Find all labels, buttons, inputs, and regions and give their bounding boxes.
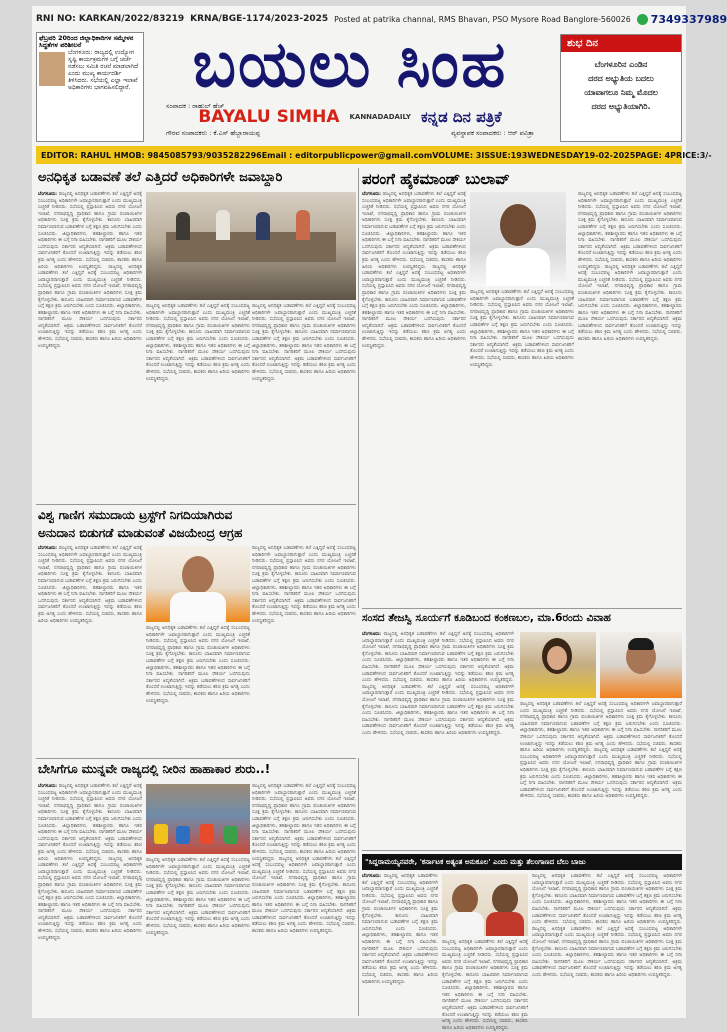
article-body: ಬೆಂಗಳೂರು: ರಾಜ್ಯದಲ್ಲಿ ಅನಧಿಕೃತ ಬಡಾವಣೆಗಳು ತಲೆ ಎತ್ತಿದ್ದರೆ ಅದಕ್ಕೆ ಸಂಬಂಧಪಟ್ಟ ಅಧಿಕಾರಿಗಳೇ ಜವಾಬ್ದಾರರಾಗುತ್ತಾರೆ ಎಂದು ಮುಖ್ಯಮಂತ್ರಿ ಎಚ್ಚರಿಕೆ ನೀಡಿದರು. ಸಭೆಯಲ್ಲಿ ಪ್ರಸ್ತಾಪಿಸಿದ ಅವರು ನಗರ ಯೋಜನೆ ಇಲಾಖೆ, ನಗರಾಭಿವೃದ್ಧಿ ಪ್ರಾಧಿಕಾರ ಹಾಗೂ ಗ್ರಾಮ ಪಂಚಾಯಿತಿಗಳ ಅಧಿಕಾರಿಗಳು ಸೂಕ್ತ ಕ್ರಮ ಕೈಗೊಳ್ಳಬೇಕು. ಕಾನೂನು ಬಾಹಿರವಾಗಿ ನಿರ್ಮಾಣವಾಗುವ ಬಡಾವಣೆಗಳ ಬಗ್ಗೆ ತಕ್ಷಣ ಕ್ರಮ ಜರುಗಿಸಬೇಕು ಎಂದು ಸೂಚಿಸಿದರು. ಜಿಲ್ಲಾಧಿಕಾರಿಗಳು, ತಹಶೀಲ್ದಾರರು ಹಾಗೂ ಇತರ ಅಧಿಕಾರಿಗಳು ಈ ಬಗ್ಗೆ ನಿಗಾ ವಹಿಸಬೇಕು. ನಾಗರಿಕರಿಗೆ ಮೂಲ ಸೌಕರ್ಯ ಒದಗಿಸುವುದು ಸರ್ಕಾರದ ಆದ್ಯತೆಯಾಗಿದೆ. ಅಕ್ರಮ ಬಡಾವಣೆಗಳಿಂದ ಸಾರ್ವಜನಿಕರಿಗೆ ತೊಂದರೆ ಉಂಟಾಗುತ್ತಿದ್ದು ಇದನ್ನು ತಡೆಯಲು ಕಠಿಣ ಕ್ರಮ ಅಗತ್ಯ ಎಂದು ಹೇಳಿದರು. ಸಭೆಯಲ್ಲಿ ಸಚಿವರು, ಶಾಸಕರು ಹಾಗೂ ಹಿರಿಯ ಅಧಿಕಾರಿಗಳು ಉಪಸ್ಥಿತರಿದ್ದರು. ರಾಜ್ಯದಲ್ಲಿ ಅನಧಿಕೃತ ಬಡಾವಣೆಗಳು ತಲೆ ಎತ್ತಿದ್ದರೆ ಅದಕ್ಕೆ ಸಂಬಂಧಪಟ್ಟ ಅಧಿಕಾರಿಗಳೇ ಜವಾಬ್ದಾರರಾಗುತ್ತಾರೆ ಎಂದು ಮುಖ್ಯಮಂತ್ರಿ ಎಚ್ಚರಿಕೆ ನೀಡಿದರು. ಸಭೆಯಲ್ಲಿ ಪ್ರಸ್ತಾಪಿಸಿದ ಅವರು ನಗರ ಯೋಜನೆ ಇಲಾಖೆ, ನಗರಾಭಿವೃದ್ಧಿ ಪ್ರಾಧಿಕಾರ ಹಾಗೂ ಗ್ರಾಮ ಪಂಚಾಯಿತಿಗಳ ಅಧಿಕಾರಿಗಳು ಸೂಕ್ತ ಕ್ರಮ ಕೈಗೊಳ್ಳಬೇಕು. ಕಾನೂನು ಬಾಹಿರವಾಗಿ ನಿರ್ಮಾಣವಾಗುವ ಬಡಾವಣೆಗಳ ಬಗ್ಗೆ ತಕ್ಷಣ ಕ್ರಮ ಜರುಗಿಸಬೇಕು ಎಂದು ಸೂಚಿಸಿದರು. ಜಿಲ್ಲಾಧಿಕಾರಿಗಳು, ತಹಶೀಲ್ದಾರರು ಹಾಗೂ ಇತರ ಅಧಿಕಾರಿಗಳು ಈ ಬಗ್ಗೆ ನಿಗಾ ವಹಿಸಬೇಕು. ನಾಗರಿಕರಿಗೆ ಮೂಲ ಸೌಕರ್ಯ ಒದಗಿಸುವುದು ಸರ್ಕಾರದ ಆದ್ಯತೆಯಾಗಿದೆ. ಅಕ್ರಮ ಬಡಾವಣೆಗಳಿಂದ ಸಾರ್ವಜನಿಕರಿಗೆ ತೊಂದರೆ ಉಂಟಾಗುತ್ತಿದ್ದು ಇದನ್ನು ತಡೆಯಲು ಕಠಿಣ ಕ್ರಮ ಅಗತ್ಯ ಎಂದು ಹೇಳಿದರು. ಸಭೆಯಲ್ಲಿ ಸಚಿವರು, ಶಾಸಕರು ಹಾಗೂ ಹಿರಿಯ ಅಧಿಕಾರಿಗಳು ಉಪಸ್ಥಿತರಿದ್ದರು.: [362, 632, 514, 736]
article-body: ರಾಜ್ಯದಲ್ಲಿ ಅನಧಿಕೃತ ಬಡಾವಣೆಗಳು ತಲೆ ಎತ್ತಿದ್ದರೆ ಅದಕ್ಕೆ ಸಂಬಂಧಪಟ್ಟ ಅಧಿಕಾರಿಗಳೇ ಜವಾಬ್ದಾರರಾಗುತ್ತಾರೆ ಎಂದು ಮುಖ್ಯಮಂತ್ರಿ ಎಚ್ಚರಿಕೆ ನೀಡಿದರು. ಸಭೆಯಲ್ಲಿ ಪ್ರಸ್ತಾಪಿಸಿದ ಅವರು ನಗರ ಯೋಜನೆ ಇಲಾಖೆ, ನಗರಾಭಿವೃದ್ಧಿ ಪ್ರಾಧಿಕಾರ ಹಾಗೂ ಗ್ರಾಮ ಪಂಚಾಯಿತಿಗಳ ಅಧಿಕಾರಿಗಳು ಸೂಕ್ತ ಕ್ರಮ ಕೈಗೊಳ್ಳಬೇಕು. ಕಾನೂನು ಬಾಹಿರವಾಗಿ ನಿರ್ಮಾಣವಾಗುವ ಬಡಾವಣೆಗಳ ಬಗ್ಗೆ ತಕ್ಷಣ ಕ್ರಮ ಜರುಗಿಸಬೇಕು ಎಂದು ಸೂಚಿಸಿದರು. ಜಿಲ್ಲಾಧಿಕಾರಿಗಳು, ತಹಶೀಲ್ದಾರರು ಹಾಗೂ ಇತರ ಅಧಿಕಾರಿಗಳು ಈ ಬಗ್ಗೆ ನಿಗಾ ವಹಿಸಬೇಕು. ನಾಗರಿಕರಿಗೆ ಮೂಲ ಸೌಕರ್ಯ ಒದಗಿಸುವುದು ಸರ್ಕಾರದ ಆದ್ಯತೆಯಾಗಿದೆ. ಅಕ್ರಮ ಬಡಾವಣೆಗಳಿಂದ ಸಾರ್ವಜನಿಕರಿಗೆ ತೊಂದರೆ ಉಂಟಾಗುತ್ತಿದ್ದು ಇದನ್ನು ತಡೆಯಲು ಕಠಿಣ ಕ್ರಮ ಅಗತ್ಯ ಎಂದು ಹೇಳಿದರು. ಸಭೆಯಲ್ಲಿ ಸಚಿವರು, ಶಾಸಕರು ಹಾಗೂ ಹಿರಿಯ ಅಧಿಕಾರಿಗಳು ಉಪಸ್ಥಿತರಿದ್ದರು.: [146, 626, 250, 704]
article-body: ಬೆಂಗಳೂರು: ರಾಜ್ಯದಲ್ಲಿ ಅನಧಿಕೃತ ಬಡಾವಣೆಗಳು ತಲೆ ಎತ್ತಿದ್ದರೆ ಅದಕ್ಕೆ ಸಂಬಂಧಪಟ್ಟ ಅಧಿಕಾರಿಗಳೇ ಜವಾಬ್ದಾರರಾಗುತ್ತಾರೆ ಎಂದು ಮುಖ್ಯಮಂತ್ರಿ ಎಚ್ಚರಿಕೆ ನೀಡಿದರು. ಸಭೆಯಲ್ಲಿ ಪ್ರಸ್ತಾಪಿಸಿದ ಅವರು ನಗರ ಯೋಜನೆ ಇಲಾಖೆ, ನಗರಾಭಿವೃದ್ಧಿ ಪ್ರಾಧಿಕಾರ ಹಾಗೂ ಗ್ರಾಮ ಪಂಚಾಯಿತಿಗಳ ಅಧಿಕಾರಿಗಳು ಸೂಕ್ತ ಕ್ರಮ ಕೈಗೊಳ್ಳಬೇಕು. ಕಾನೂನು ಬಾಹಿರವಾಗಿ ನಿರ್ಮಾಣವಾಗುವ ಬಡಾವಣೆಗಳ ಬಗ್ಗೆ ತಕ್ಷಣ ಕ್ರಮ ಜರುಗಿಸಬೇಕು ಎಂದು ಸೂಚಿಸಿದರು. ಜಿಲ್ಲಾಧಿಕಾರಿಗಳು, ತಹಶೀಲ್ದಾರರು ಹಾಗೂ ಇತರ ಅಧಿಕಾರಿಗಳು ಈ ಬಗ್ಗೆ ನಿಗಾ ವಹಿಸಬೇಕು. ನಾಗರಿಕರಿಗೆ ಮೂಲ ಸೌಕರ್ಯ ಒದಗಿಸುವುದು ಸರ್ಕಾರದ ಆದ್ಯತೆಯಾಗಿದೆ. ಅಕ್ರಮ ಬಡಾವಣೆಗಳಿಂದ ಸಾರ್ವಜನಿಕರಿಗೆ ತೊಂದರೆ ಉಂಟಾಗುತ್ತಿದ್ದು ಇದನ್ನು ತಡೆಯಲು ಕಠಿಣ ಕ್ರಮ ಅಗತ್ಯ ಎಂದು ಹೇಳಿದರು. ಸಭೆಯಲ್ಲಿ ಸಚಿವರು, ಶಾಸಕರು ಹಾಗೂ ಹಿರಿಯ ಅಧಿಕಾರಿಗಳು ಉಪಸ್ಥಿತರಿದ್ದರು.: [362, 874, 438, 985]
whatsapp-icon: [637, 14, 648, 25]
article-body: ರಾಜ್ಯದಲ್ಲಿ ಅನಧಿಕೃತ ಬಡಾವಣೆಗಳು ತಲೆ ಎತ್ತಿದ್ದರೆ ಅದಕ್ಕೆ ಸಂಬಂಧಪಟ್ಟ ಅಧಿಕಾರಿಗಳೇ ಜವಾಬ್ದಾರರಾಗುತ್ತಾರೆ ಎಂದು ಮುಖ್ಯಮಂತ್ರಿ ಎಚ್ಚರಿಕೆ ನೀಡಿದರು. ಸಭೆಯಲ್ಲಿ ಪ್ರಸ್ತಾಪಿಸಿದ ಅವರು ನಗರ ಯೋಜನೆ ಇಲಾಖೆ, ನಗರಾಭಿವೃದ್ಧಿ ಪ್ರಾಧಿಕಾರ ಹಾಗೂ ಗ್ರಾಮ ಪಂಚಾಯಿತಿಗಳ ಅಧಿಕಾರಿಗಳು ಸೂಕ್ತ ಕ್ರಮ ಕೈಗೊಳ್ಳಬೇಕು. ಕಾನೂನು ಬಾಹಿರವಾಗಿ ನಿರ್ಮಾಣವಾಗುವ ಬಡಾವಣೆಗಳ ಬಗ್ಗೆ ತಕ್ಷಣ ಕ್ರಮ ಜರುಗಿಸಬೇಕು ಎಂದು ಸೂಚಿಸಿದರು. ಜಿಲ್ಲಾಧಿಕಾರಿಗಳು, ತಹಶೀಲ್ದಾರರು ಹಾಗೂ ಇತರ ಅಧಿಕಾರಿಗಳು ಈ ಬಗ್ಗೆ ನಿಗಾ ವಹಿಸಬೇಕು. ನಾಗರಿಕರಿಗೆ ಮೂಲ ಸೌಕರ್ಯ ಒದಗಿಸುವುದು ಸರ್ಕಾರದ ಆದ್ಯತೆಯಾಗಿದೆ. ಅಕ್ರಮ ಬಡಾವಣೆಗಳಿಂದ ಸಾರ್ವಜನಿಕರಿಗೆ ತೊಂದರೆ ಉಂಟಾಗುತ್ತಿದ್ದು ಇದನ್ನು ತಡೆಯಲು ಕಠಿಣ ಕ್ರಮ ಅಗತ್ಯ ಎಂದು ಹೇಳಿದರು. ಸಭೆಯಲ್ಲಿ ಸಚಿವರು, ಶಾಸಕರು ಹಾಗೂ ಹಿರಿಯ ಅಧಿಕಾರಿಗಳು ಉಪಸ್ಥಿತರಿದ್ದರು. ರಾಜ್ಯದಲ್ಲಿ ಅನಧಿಕೃತ ಬಡಾವಣೆಗಳು ತಲೆ ಎತ್ತಿದ್ದರೆ ಅದಕ್ಕೆ ಸಂಬಂಧಪಟ್ಟ ಅಧಿಕಾರಿಗಳೇ ಜವಾಬ್ದಾರರಾಗುತ್ತಾರೆ ಎಂದು ಮುಖ್ಯಮಂತ್ರಿ ಎಚ್ಚರಿಕೆ ನೀಡಿದರು. ಸಭೆಯಲ್ಲಿ ಪ್ರಸ್ತಾಪಿಸಿದ ಅವರು ನಗರ ಯೋಜನೆ ಇಲಾಖೆ, ನಗರಾಭಿವೃದ್ಧಿ ಪ್ರಾಧಿಕಾರ ಹಾಗೂ ಗ್ರಾಮ ಪಂಚಾಯಿತಿಗಳ ಅಧಿಕಾರಿಗಳು ಸೂಕ್ತ ಕ್ರಮ ಕೈಗೊಳ್ಳಬೇಕು. ಕಾನೂನು ಬಾಹಿರವಾಗಿ ನಿರ್ಮಾಣವಾಗುವ ಬಡಾವಣೆಗಳ ಬಗ್ಗೆ ತಕ್ಷಣ ಕ್ರಮ ಜರುಗಿಸಬೇಕು ಎಂದು ಸೂಚಿಸಿದರು. ಜಿಲ್ಲಾಧಿಕಾರಿಗಳು, ತಹಶೀಲ್ದಾರರು ಹಾಗೂ ಇತರ ಅಧಿಕಾರಿಗಳು ಈ ಬಗ್ಗೆ ನಿಗಾ ವಹಿಸಬೇಕು. ನಾಗರಿಕರಿಗೆ ಮೂಲ ಸೌಕರ್ಯ ಒದಗಿಸುವುದು ಸರ್ಕಾರದ ಆದ್ಯತೆಯಾಗಿದೆ. ಅಕ್ರಮ ಬಡಾವಣೆಗಳಿಂದ ಸಾರ್ವಜನಿಕರಿಗೆ ತೊಂದರೆ ಉಂಟಾಗುತ್ತಿದ್ದು ಇದನ್ನು ತಡೆಯಲು ಕಠಿಣ ಕ್ರಮ ಅಗತ್ಯ ಎಂದು ಹೇಳಿದರು. ಸಭೆಯಲ್ಲಿ ಸಚಿವರು, ಶಾಸಕರು ಹಾಗೂ ಹಿರಿಯ ಅಧಿಕಾರಿಗಳು ಉಪಸ್ಥಿತರಿದ್ದರು.: [252, 784, 356, 935]
article-body: ರಾಜ್ಯದಲ್ಲಿ ಅನಧಿಕೃತ ಬಡಾವಣೆಗಳು ತಲೆ ಎತ್ತಿದ್ದರೆ ಅದಕ್ಕೆ ಸಂಬಂಧಪಟ್ಟ ಅಧಿಕಾರಿಗಳೇ ಜವಾಬ್ದಾರರಾಗುತ್ತಾರೆ ಎಂದು ಮುಖ್ಯಮಂತ್ರಿ ಎಚ್ಚರಿಕೆ ನೀಡಿದರು. ಸಭೆಯಲ್ಲಿ ಪ್ರಸ್ತಾಪಿಸಿದ ಅವರು ನಗರ ಯೋಜನೆ ಇಲಾಖೆ, ನಗರಾಭಿವೃದ್ಧಿ ಪ್ರಾಧಿಕಾರ ಹಾಗೂ ಗ್ರಾಮ ಪಂಚಾಯಿತಿಗಳ ಅಧಿಕಾರಿಗಳು ಸೂಕ್ತ ಕ್ರಮ ಕೈಗೊಳ್ಳಬೇಕು. ಕಾನೂನು ಬಾಹಿರವಾಗಿ ನಿರ್ಮಾಣವಾಗುವ ಬಡಾವಣೆಗಳ ಬಗ್ಗೆ ತಕ್ಷಣ ಕ್ರಮ ಜರುಗಿಸಬೇಕು ಎಂದು ಸೂಚಿಸಿದರು. ಜಿಲ್ಲಾಧಿಕಾರಿಗಳು, ತಹಶೀಲ್ದಾರರು ಹಾಗೂ ಇತರ ಅಧಿಕಾರಿಗಳು ಈ ಬಗ್ಗೆ ನಿಗಾ ವಹಿಸಬೇಕು. ನಾಗರಿಕರಿಗೆ ಮೂಲ ಸೌಕರ್ಯ ಒದಗಿಸುವುದು ಸರ್ಕಾರದ ಆದ್ಯತೆಯಾಗಿದೆ. ಅಕ್ರಮ ಬಡಾವಣೆಗಳಿಂದ ಸಾರ್ವಜನಿಕರಿಗೆ ತೊಂದರೆ ಉಂಟಾಗುತ್ತಿದ್ದು ಇದನ್ನು ತಡೆಯಲು ಕಠಿಣ ಕ್ರಮ ಅಗತ್ಯ ಎಂದು ಹೇಳಿದರು. ಸಭೆಯಲ್ಲಿ ಸಚಿವರು, ಶಾಸಕರು ಹಾಗೂ ಹಿರಿಯ ಅಧಿಕಾರಿಗಳು ಉಪಸ್ಥಿತರಿದ್ದರು.: [470, 290, 574, 368]
article-body: ರಾಜ್ಯದಲ್ಲಿ ಅನಧಿಕೃತ ಬಡಾವಣೆಗಳು ತಲೆ ಎತ್ತಿದ್ದರೆ ಅದಕ್ಕೆ ಸಂಬಂಧಪಟ್ಟ ಅಧಿಕಾರಿಗಳೇ ಜವಾಬ್ದಾರರಾಗುತ್ತಾರೆ ಎಂದು ಮುಖ್ಯಮಂತ್ರಿ ಎಚ್ಚರಿಕೆ ನೀಡಿದರು. ಸಭೆಯಲ್ಲಿ ಪ್ರಸ್ತಾಪಿಸಿದ ಅವರು ನಗರ ಯೋಜನೆ ಇಲಾಖೆ, ನಗರಾಭಿವೃದ್ಧಿ ಪ್ರಾಧಿಕಾರ ಹಾಗೂ ಗ್ರಾಮ ಪಂಚಾಯಿತಿಗಳ ಅಧಿಕಾರಿಗಳು ಸೂಕ್ತ ಕ್ರಮ ಕೈಗೊಳ್ಳಬೇಕು. ಕಾನೂನು ಬಾಹಿರವಾಗಿ ನಿರ್ಮಾಣವಾಗುವ ಬಡಾವಣೆಗಳ ಬಗ್ಗೆ ತಕ್ಷಣ ಕ್ರಮ ಜರುಗಿಸಬೇಕು ಎಂದು ಸೂಚಿಸಿದರು. ಜಿಲ್ಲಾಧಿಕಾರಿಗಳು, ತಹಶೀಲ್ದಾರರು ಹಾಗೂ ಇತರ ಅಧಿಕಾರಿಗಳು ಈ ಬಗ್ಗೆ ನಿಗಾ ವಹಿಸಬೇಕು. ನಾಗರಿಕರಿಗೆ ಮೂಲ ಸೌಕರ್ಯ ಒದಗಿಸುವುದು ಸರ್ಕಾರದ ಆದ್ಯತೆಯಾಗಿದೆ. ಅಕ್ರಮ ಬಡಾವಣೆಗಳಿಂದ ಸಾರ್ವಜನಿಕರಿಗೆ ತೊಂದರೆ ಉಂಟಾಗುತ್ತಿದ್ದು ಇದನ್ನು ತಡೆಯಲು ಕಠಿಣ ಕ್ರಮ ಅಗತ್ಯ ಎಂದು ಹೇಳಿದರು. ಸಭೆಯಲ್ಲಿ ಸಚಿವರು, ಶಾಸಕರು ಹಾಗೂ ಹಿರಿಯ ಅಧಿಕಾರಿಗಳು ಉಪಸ್ಥಿತರಿದ್ದರು.: [146, 304, 250, 382]
info-page: PAGE: 4: [635, 150, 671, 160]
article-body: ರಾಜ್ಯದಲ್ಲಿ ಅನಧಿಕೃತ ಬಡಾವಣೆಗಳು ತಲೆ ಎತ್ತಿದ್ದರೆ ಅದಕ್ಕೆ ಸಂಬಂಧಪಟ್ಟ ಅಧಿಕಾರಿಗಳೇ ಜವಾಬ್ದಾರರಾಗುತ್ತಾರೆ ಎಂದು ಮುಖ್ಯಮಂತ್ರಿ ಎಚ್ಚರಿಕೆ ನೀಡಿದರು. ಸಭೆಯಲ್ಲಿ ಪ್ರಸ್ತಾಪಿಸಿದ ಅವರು ನಗರ ಯೋಜನೆ ಇಲಾಖೆ, ನಗರಾಭಿವೃದ್ಧಿ ಪ್ರಾಧಿಕಾರ ಹಾಗೂ ಗ್ರಾಮ ಪಂಚಾಯಿತಿಗಳ ಅಧಿಕಾರಿಗಳು ಸೂಕ್ತ ಕ್ರಮ ಕೈಗೊಳ್ಳಬೇಕು. ಕಾನೂನು ಬಾಹಿರವಾಗಿ ನಿರ್ಮಾಣವಾಗುವ ಬಡಾವಣೆಗಳ ಬಗ್ಗೆ ತಕ್ಷಣ ಕ್ರಮ ಜರುಗಿಸಬೇಕು ಎಂದು ಸೂಚಿಸಿದರು. ಜಿಲ್ಲಾಧಿಕಾರಿಗಳು, ತಹಶೀಲ್ದಾರರು ಹಾಗೂ ಇತರ ಅಧಿಕಾರಿಗಳು ಈ ಬಗ್ಗೆ ನಿಗಾ ವಹಿಸಬೇಕು. ನಾಗರಿಕರಿಗೆ ಮೂಲ ಸೌಕರ್ಯ ಒದಗಿಸುವುದು ಸರ್ಕಾರದ ಆದ್ಯತೆಯಾಗಿದೆ. ಅಕ್ರಮ ಬಡಾವಣೆಗಳಿಂದ ಸಾರ್ವಜನಿಕರಿಗೆ ತೊಂದರೆ ಉಂಟಾಗುತ್ತಿದ್ದು ಇದನ್ನು ತಡೆಯಲು ಕಠಿಣ ಕ್ರಮ ಅಗತ್ಯ ಎಂದು ಹೇಳಿದರು. ಸಭೆಯಲ್ಲಿ ಸಚಿವರು, ಶಾಸಕರು ಹಾಗೂ ಹಿರಿಯ ಅಧಿಕಾರಿಗಳು ಉಪಸ್ಥಿತರಿದ್ದರು. ರಾಜ್ಯದಲ್ಲಿ ಅನಧಿಕೃತ ಬಡಾವಣೆಗಳು ತಲೆ ಎತ್ತಿದ್ದರೆ ಅದಕ್ಕೆ ಸಂಬಂಧಪಟ್ಟ ಅಧಿಕಾರಿಗಳೇ ಜವಾಬ್ದಾರರಾಗುತ್ತಾರೆ ಎಂದು ಮುಖ್ಯಮಂತ್ರಿ ಎಚ್ಚರಿಕೆ ನೀಡಿದರು. ಸಭೆಯಲ್ಲಿ ಪ್ರಸ್ತಾಪಿಸಿದ ಅವರು ನಗರ ಯೋಜನೆ ಇಲಾಖೆ, ನಗರಾಭಿವೃದ್ಧಿ ಪ್ರಾಧಿಕಾರ ಹಾಗೂ ಗ್ರಾಮ ಪಂಚಾಯಿತಿಗಳ ಅಧಿಕಾರಿಗಳು ಸೂಕ್ತ ಕ್ರಮ ಕೈಗೊಳ್ಳಬೇಕು. ಕಾನೂನು ಬಾಹಿರವಾಗಿ ನಿರ್ಮಾಣವಾಗುವ ಬಡಾವಣೆಗಳ ಬಗ್ಗೆ ತಕ್ಷಣ ಕ್ರಮ ಜರುಗಿಸಬೇಕು ಎಂದು ಸೂಚಿಸಿದರು. ಜಿಲ್ಲಾಧಿಕಾರಿಗಳು, ತಹಶೀಲ್ದಾರರು ಹಾಗೂ ಇತರ ಅಧಿಕಾರಿಗಳು ಈ ಬಗ್ಗೆ ನಿಗಾ ವಹಿಸಬೇಕು. ನಾಗರಿಕರಿಗೆ ಮೂಲ ಸೌಕರ್ಯ ಒದಗಿಸುವುದು ಸರ್ಕಾರದ ಆದ್ಯತೆಯಾಗಿದೆ. ಅಕ್ರಮ ಬಡಾವಣೆಗಳಿಂದ ಸಾರ್ವಜನಿಕರಿಗೆ ತೊಂದರೆ ಉಂಟಾಗುತ್ತಿದ್ದು ಇದನ್ನು ತಡೆಯಲು ಕಠಿಣ ಕ್ರಮ ಅಗತ್ಯ ಎಂದು ಹೇಳಿದರು. ಸಭೆಯಲ್ಲಿ ಸಚಿವರು, ಶಾಸಕರು ಹಾಗೂ ಹಿರಿಯ ಅಧಿಕಾರಿಗಳು ಉಪಸ್ಥಿತರಿದ್ದರು.: [520, 702, 683, 800]
paper-name-english: BAYALU SIMHA: [198, 107, 340, 127]
article-body: ರಾಜ್ಯದಲ್ಲಿ ಅನಧಿಕೃತ ಬಡಾವಣೆಗಳು ತಲೆ ಎತ್ತಿದ್ದರೆ ಅದಕ್ಕೆ ಸಂಬಂಧಪಟ್ಟ ಅಧಿಕಾರಿಗಳೇ ಜವಾಬ್ದಾರರಾಗುತ್ತಾರೆ ಎಂದು ಮುಖ್ಯಮಂತ್ರಿ ಎಚ್ಚರಿಕೆ ನೀಡಿದರು. ಸಭೆಯಲ್ಲಿ ಪ್ರಸ್ತಾಪಿಸಿದ ಅವರು ನಗರ ಯೋಜನೆ ಇಲಾಖೆ, ನಗರಾಭಿವೃದ್ಧಿ ಪ್ರಾಧಿಕಾರ ಹಾಗೂ ಗ್ರಾಮ ಪಂಚಾಯಿತಿಗಳ ಅಧಿಕಾರಿಗಳು ಸೂಕ್ತ ಕ್ರಮ ಕೈಗೊಳ್ಳಬೇಕು. ಕಾನೂನು ಬಾಹಿರವಾಗಿ ನಿರ್ಮಾಣವಾಗುವ ಬಡಾವಣೆಗಳ ಬಗ್ಗೆ ತಕ್ಷಣ ಕ್ರಮ ಜರುಗಿಸಬೇಕು ಎಂದು ಸೂಚಿಸಿದರು. ಜಿಲ್ಲಾಧಿಕಾರಿಗಳು, ತಹಶೀಲ್ದಾರರು ಹಾಗೂ ಇತರ ಅಧಿಕಾರಿಗಳು ಈ ಬಗ್ಗೆ ನಿಗಾ ವಹಿಸಬೇಕು. ನಾಗರಿಕರಿಗೆ ಮೂಲ ಸೌಕರ್ಯ ಒದಗಿಸುವುದು ಸರ್ಕಾರದ ಆದ್ಯತೆಯಾಗಿದೆ. ಅಕ್ರಮ ಬಡಾವಣೆಗಳಿಂದ ಸಾರ್ವಜನಿಕರಿಗೆ ತೊಂದರೆ ಉಂಟಾಗುತ್ತಿದ್ದು ಇದನ್ನು ತಡೆಯಲು ಕಠಿಣ ಕ್ರಮ ಅಗತ್ಯ ಎಂದು ಹೇಳಿದರು. ಸಭೆಯಲ್ಲಿ ಸಚಿವರು, ಶಾಸಕರು ಹಾಗೂ ಹಿರಿಯ ಅಧಿಕಾರಿಗಳು ಉಪಸ್ಥಿತರಿದ್ದರು.: [442, 940, 528, 1031]
info-day: WEDNESDAY: [527, 150, 585, 160]
rni-number: RNI NO: KARKAN/2022/83219: [36, 14, 185, 24]
krna-number: KRNA/BGE-1174/2023-2025: [190, 14, 329, 24]
politicians-photo: [442, 874, 528, 936]
editor-label: ಸಂಪಾದಕ : ರಾಹುಲ್ ಹೆಚ್: [166, 102, 225, 110]
parameshwar-photo: [470, 192, 566, 286]
quote-line: ದರದ ಅಭ್ಯುತಿಯ ಬದಲು: [588, 74, 654, 83]
bride-photo: [520, 632, 596, 698]
headline-parameshwar-highcommand: ಪರಂಗೆ ಹೈಕಮಾಂಡ್ ಬುಲಾವ್: [362, 170, 510, 188]
tejasvi-surya-photo: [600, 632, 682, 698]
headline-tejasvi-surya-wedding: ಸಂಸದ ತೇಜಸ್ವಿ ಸೂರ್ಯಗೆ ಕೂಡಿಬಂದ ಕಂಕಣಬಲ, ಮಾ.6ರಂದು ವಿವಾಹ: [362, 612, 611, 624]
headline-siddaramaiah-quote: "ಸಿದ್ದರಾಮಯ್ಯನವರೇ, 'ಕರ್ನಾಟಕ ಅತ್ಯಂತ ಅನುಕೂಲ' ಎಂದು ಮತ್ತು ತೆಲಂಗಾಣದ ಬೆಲು ಬಾಜು: [362, 854, 682, 870]
info-price: PRICE:3/-: [670, 150, 712, 160]
article-body: ರಾಜ್ಯದಲ್ಲಿ ಅನಧಿಕೃತ ಬಡಾವಣೆಗಳು ತಲೆ ಎತ್ತಿದ್ದರೆ ಅದಕ್ಕೆ ಸಂಬಂಧಪಟ್ಟ ಅಧಿಕಾರಿಗಳೇ ಜವಾಬ್ದಾರರಾಗುತ್ತಾರೆ ಎಂದು ಮುಖ್ಯಮಂತ್ರಿ ಎಚ್ಚರಿಕೆ ನೀಡಿದರು. ಸಭೆಯಲ್ಲಿ ಪ್ರಸ್ತಾಪಿಸಿದ ಅವರು ನಗರ ಯೋಜನೆ ಇಲಾಖೆ, ನಗರಾಭಿವೃದ್ಧಿ ಪ್ರಾಧಿಕಾರ ಹಾಗೂ ಗ್ರಾಮ ಪಂಚಾಯಿತಿಗಳ ಅಧಿಕಾರಿಗಳು ಸೂಕ್ತ ಕ್ರಮ ಕೈಗೊಳ್ಳಬೇಕು. ಕಾನೂನು ಬಾಹಿರವಾಗಿ ನಿರ್ಮಾಣವಾಗುವ ಬಡಾವಣೆಗಳ ಬಗ್ಗೆ ತಕ್ಷಣ ಕ್ರಮ ಜರುಗಿಸಬೇಕು ಎಂದು ಸೂಚಿಸಿದರು. ಜಿಲ್ಲಾಧಿಕಾರಿಗಳು, ತಹಶೀಲ್ದಾರರು ಹಾಗೂ ಇತರ ಅಧಿಕಾರಿಗಳು ಈ ಬಗ್ಗೆ ನಿಗಾ ವಹಿಸಬೇಕು. ನಾಗರಿಕರಿಗೆ ಮೂಲ ಸೌಕರ್ಯ ಒದಗಿಸುವುದು ಸರ್ಕಾರದ ಆದ್ಯತೆಯಾಗಿದೆ. ಅಕ್ರಮ ಬಡಾವಣೆಗಳಿಂದ ಸಾರ್ವಜನಿಕರಿಗೆ ತೊಂದರೆ ಉಂಟಾಗುತ್ತಿದ್ದು ಇದನ್ನು ತಡೆಯಲು ಕಠಿಣ ಕ್ರಮ ಅಗತ್ಯ ಎಂದು ಹೇಳಿದರು. ಸಭೆಯಲ್ಲಿ ಸಚಿವರು, ಶಾಸಕರು ಹಾಗೂ ಹಿರಿಯ ಅಧಿಕಾರಿಗಳು ಉಪಸ್ಥಿತರಿದ್ದರು.: [252, 304, 356, 382]
article-body: ಬೆಂಗಳೂರು: ರಾಜ್ಯದಲ್ಲಿ ಅನಧಿಕೃತ ಬಡಾವಣೆಗಳು ತಲೆ ಎತ್ತಿದ್ದರೆ ಅದಕ್ಕೆ ಸಂಬಂಧಪಟ್ಟ ಅಧಿಕಾರಿಗಳೇ ಜವಾಬ್ದಾರರಾಗುತ್ತಾರೆ ಎಂದು ಮುಖ್ಯಮಂತ್ರಿ ಎಚ್ಚರಿಕೆ ನೀಡಿದರು. ಸಭೆಯಲ್ಲಿ ಪ್ರಸ್ತಾಪಿಸಿದ ಅವರು ನಗರ ಯೋಜನೆ ಇಲಾಖೆ, ನಗರಾಭಿವೃದ್ಧಿ ಪ್ರಾಧಿಕಾರ ಹಾಗೂ ಗ್ರಾಮ ಪಂಚಾಯಿತಿಗಳ ಅಧಿಕಾರಿಗಳು ಸೂಕ್ತ ಕ್ರಮ ಕೈಗೊಳ್ಳಬೇಕು. ಕಾನೂನು ಬಾಹಿರವಾಗಿ ನಿರ್ಮಾಣವಾಗುವ ಬಡಾವಣೆಗಳ ಬಗ್ಗೆ ತಕ್ಷಣ ಕ್ರಮ ಜರುಗಿಸಬೇಕು ಎಂದು ಸೂಚಿಸಿದರು. ಜಿಲ್ಲಾಧಿಕಾರಿಗಳು, ತಹಶೀಲ್ದಾರರು ಹಾಗೂ ಇತರ ಅಧಿಕಾರಿಗಳು ಈ ಬಗ್ಗೆ ನಿಗಾ ವಹಿಸಬೇಕು. ನಾಗರಿಕರಿಗೆ ಮೂಲ ಸೌಕರ್ಯ ಒದಗಿಸುವುದು ಸರ್ಕಾರದ ಆದ್ಯತೆಯಾಗಿದೆ. ಅಕ್ರಮ ಬಡಾವಣೆಗಳಿಂದ ಸಾರ್ವಜನಿಕರಿಗೆ ತೊಂದರೆ ಉಂಟಾಗುತ್ತಿದ್ದು ಇದನ್ನು ತಡೆಯಲು ಕಠಿಣ ಕ್ರಮ ಅಗತ್ಯ ಎಂದು ಹೇಳಿದರು. ಸಭೆಯಲ್ಲಿ ಸಚಿವರು, ಶಾಸಕರು ಹಾಗೂ ಹಿರಿಯ ಅಧಿಕಾರಿಗಳು ಉಪಸ್ಥಿತರಿದ್ದರು. ರಾಜ್ಯದಲ್ಲಿ ಅನಧಿಕೃತ ಬಡಾವಣೆಗಳು ತಲೆ ಎತ್ತಿದ್ದರೆ ಅದಕ್ಕೆ ಸಂಬಂಧಪಟ್ಟ ಅಧಿಕಾರಿಗಳೇ ಜವಾಬ್ದಾರರಾಗುತ್ತಾರೆ ಎಂದು ಮುಖ್ಯಮಂತ್ರಿ ಎಚ್ಚರಿಕೆ ನೀಡಿದರು. ಸಭೆಯಲ್ಲಿ ಪ್ರಸ್ತಾಪಿಸಿದ ಅವರು ನಗರ ಯೋಜನೆ ಇಲಾಖೆ, ನಗರಾಭಿವೃದ್ಧಿ ಪ್ರಾಧಿಕಾರ ಹಾಗೂ ಗ್ರಾಮ ಪಂಚಾಯಿತಿಗಳ ಅಧಿಕಾರಿಗಳು ಸೂಕ್ತ ಕ್ರಮ ಕೈಗೊಳ್ಳಬೇಕು. ಕಾನೂನು ಬಾಹಿರವಾಗಿ ನಿರ್ಮಾಣವಾಗುವ ಬಡಾವಣೆಗಳ ಬಗ್ಗೆ ತಕ್ಷಣ ಕ್ರಮ ಜರುಗಿಸಬೇಕು ಎಂದು ಸೂಚಿಸಿದರು. ಜಿಲ್ಲಾಧಿಕಾರಿಗಳು, ತಹಶೀಲ್ದಾರರು ಹಾಗೂ ಇತರ ಅಧಿಕಾರಿಗಳು ಈ ಬಗ್ಗೆ ನಿಗಾ ವಹಿಸಬೇಕು. ನಾಗರಿಕರಿಗೆ ಮೂಲ ಸೌಕರ್ಯ ಒದಗಿಸುವುದು ಸರ್ಕಾರದ ಆದ್ಯತೆಯಾಗಿದೆ. ಅಕ್ರಮ ಬಡಾವಣೆಗಳಿಂದ ಸಾರ್ವಜನಿಕರಿಗೆ ತೊಂದರೆ ಉಂಟಾಗುತ್ತಿದ್ದು ಇದನ್ನು ತಡೆಯಲು ಕಠಿಣ ಕ್ರಮ ಅಗತ್ಯ ಎಂದು ಹೇಳಿದರು. ಸಭೆಯಲ್ಲಿ ಸಚಿವರು, ಶಾಸಕರು ಹಾಗೂ ಹಿರಿಯ ಅಧಿಕಾರಿಗಳು ಉಪಸ್ಥಿತರಿದ್ದರು.: [38, 784, 142, 941]
article-body: ರಾಜ್ಯದಲ್ಲಿ ಅನಧಿಕೃತ ಬಡಾವಣೆಗಳು ತಲೆ ಎತ್ತಿದ್ದರೆ ಅದಕ್ಕೆ ಸಂಬಂಧಪಟ್ಟ ಅಧಿಕಾರಿಗಳೇ ಜವಾಬ್ದಾರರಾಗುತ್ತಾರೆ ಎಂದು ಮುಖ್ಯಮಂತ್ರಿ ಎಚ್ಚರಿಕೆ ನೀಡಿದರು. ಸಭೆಯಲ್ಲಿ ಪ್ರಸ್ತಾಪಿಸಿದ ಅವರು ನಗರ ಯೋಜನೆ ಇಲಾಖೆ, ನಗರಾಭಿವೃದ್ಧಿ ಪ್ರಾಧಿಕಾರ ಹಾಗೂ ಗ್ರಾಮ ಪಂಚಾಯಿತಿಗಳ ಅಧಿಕಾರಿಗಳು ಸೂಕ್ತ ಕ್ರಮ ಕೈಗೊಳ್ಳಬೇಕು. ಕಾನೂನು ಬಾಹಿರವಾಗಿ ನಿರ್ಮಾಣವಾಗುವ ಬಡಾವಣೆಗಳ ಬಗ್ಗೆ ತಕ್ಷಣ ಕ್ರಮ ಜರುಗಿಸಬೇಕು ಎಂದು ಸೂಚಿಸಿದರು. ಜಿಲ್ಲಾಧಿಕಾರಿಗಳು, ತಹಶೀಲ್ದಾರರು ಹಾಗೂ ಇತರ ಅಧಿಕಾರಿಗಳು ಈ ಬಗ್ಗೆ ನಿಗಾ ವಹಿಸಬೇಕು. ನಾಗರಿಕರಿಗೆ ಮೂಲ ಸೌಕರ್ಯ ಒದಗಿಸುವುದು ಸರ್ಕಾರದ ಆದ್ಯತೆಯಾಗಿದೆ. ಅಕ್ರಮ ಬಡಾವಣೆಗಳಿಂದ ಸಾರ್ವಜನಿಕರಿಗೆ ತೊಂದರೆ ಉಂಟಾಗುತ್ತಿದ್ದು ಇದನ್ನು ತಡೆಯಲು ಕಠಿಣ ಕ್ರಮ ಅಗತ್ಯ ಎಂದು ಹೇಳಿದರು. ಸಭೆಯಲ್ಲಿ ಸಚಿವರು, ಶಾಸಕರು ಹಾಗೂ ಹಿರಿಯ ಅಧಿಕಾರಿಗಳು ಉಪಸ್ಥಿತರಿದ್ದರು. ರಾಜ್ಯದಲ್ಲಿ ಅನಧಿಕೃತ ಬಡಾವಣೆಗಳು ತಲೆ ಎತ್ತಿದ್ದರೆ ಅದಕ್ಕೆ ಸಂಬಂಧಪಟ್ಟ ಅಧಿಕಾರಿಗಳೇ ಜವಾಬ್ದಾರರಾಗುತ್ತಾರೆ ಎಂದು ಮುಖ್ಯಮಂತ್ರಿ ಎಚ್ಚರಿಕೆ ನೀಡಿದರು. ಸಭೆಯಲ್ಲಿ ಪ್ರಸ್ತಾಪಿಸಿದ ಅವರು ನಗರ ಯೋಜನೆ ಇಲಾಖೆ, ನಗರಾಭಿವೃದ್ಧಿ ಪ್ರಾಧಿಕಾರ ಹಾಗೂ ಗ್ರಾಮ ಪಂಚಾಯಿತಿಗಳ ಅಧಿಕಾರಿಗಳು ಸೂಕ್ತ ಕ್ರಮ ಕೈಗೊಳ್ಳಬೇಕು. ಕಾನೂನು ಬಾಹಿರವಾಗಿ ನಿರ್ಮಾಣವಾಗುವ ಬಡಾವಣೆಗಳ ಬಗ್ಗೆ ತಕ್ಷಣ ಕ್ರಮ ಜರುಗಿಸಬೇಕು ಎಂದು ಸೂಚಿಸಿದರು. ಜಿಲ್ಲಾಧಿಕಾರಿಗಳು, ತಹಶೀಲ್ದಾರರು ಹಾಗೂ ಇತರ ಅಧಿಕಾರಿಗಳು ಈ ಬಗ್ಗೆ ನಿಗಾ ವಹಿಸಬೇಕು. ನಾಗರಿಕರಿಗೆ ಮೂಲ ಸೌಕರ್ಯ ಒದಗಿಸುವುದು ಸರ್ಕಾರದ ಆದ್ಯತೆಯಾಗಿದೆ. ಅಕ್ರಮ ಬಡಾವಣೆಗಳಿಂದ ಸಾರ್ವಜನಿಕರಿಗೆ ತೊಂದರೆ ಉಂಟಾಗುತ್ತಿದ್ದು ಇದನ್ನು ತಡೆಯಲು ಕಠಿಣ ಕ್ರಮ ಅಗತ್ಯ ಎಂದು ಹೇಳಿದರು. ಸಭೆಯಲ್ಲಿ ಸಚಿವರು, ಶಾಸಕರು ಹಾಗೂ ಹಿರಿಯ ಅಧಿಕಾರಿಗಳು ಉಪಸ್ಥಿತರಿದ್ದರು.: [578, 192, 682, 343]
info-date: 19-02-2025: [584, 150, 636, 160]
info-volume: VOLUME: 3: [432, 150, 482, 160]
meeting-photo: [146, 192, 356, 300]
quote-title: ಶುಭ ದಿನ: [561, 35, 681, 52]
quote-box: [560, 34, 682, 142]
article-body: ರಾಜ್ಯದಲ್ಲಿ ಅನಧಿಕೃತ ಬಡಾವಣೆಗಳು ತಲೆ ಎತ್ತಿದ್ದರೆ ಅದಕ್ಕೆ ಸಂಬಂಧಪಟ್ಟ ಅಧಿಕಾರಿಗಳೇ ಜವಾಬ್ದಾರರಾಗುತ್ತಾರೆ ಎಂದು ಮುಖ್ಯಮಂತ್ರಿ ಎಚ್ಚರಿಕೆ ನೀಡಿದರು. ಸಭೆಯಲ್ಲಿ ಪ್ರಸ್ತಾಪಿಸಿದ ಅವರು ನಗರ ಯೋಜನೆ ಇಲಾಖೆ, ನಗರಾಭಿವೃದ್ಧಿ ಪ್ರಾಧಿಕಾರ ಹಾಗೂ ಗ್ರಾಮ ಪಂಚಾಯಿತಿಗಳ ಅಧಿಕಾರಿಗಳು ಸೂಕ್ತ ಕ್ರಮ ಕೈಗೊಳ್ಳಬೇಕು. ಕಾನೂನು ಬಾಹಿರವಾಗಿ ನಿರ್ಮಾಣವಾಗುವ ಬಡಾವಣೆಗಳ ಬಗ್ಗೆ ತಕ್ಷಣ ಕ್ರಮ ಜರುಗಿಸಬೇಕು ಎಂದು ಸೂಚಿಸಿದರು. ಜಿಲ್ಲಾಧಿಕಾರಿಗಳು, ತಹಶೀಲ್ದಾರರು ಹಾಗೂ ಇತರ ಅಧಿಕಾರಿಗಳು ಈ ಬಗ್ಗೆ ನಿಗಾ ವಹಿಸಬೇಕು. ನಾಗರಿಕರಿಗೆ ಮೂಲ ಸೌಕರ್ಯ ಒದಗಿಸುವುದು ಸರ್ಕಾರದ ಆದ್ಯತೆಯಾಗಿದೆ. ಅಕ್ರಮ ಬಡಾವಣೆಗಳಿಂದ ಸಾರ್ವಜನಿಕರಿಗೆ ತೊಂದರೆ ಉಂಟಾಗುತ್ತಿದ್ದು ಇದನ್ನು ತಡೆಯಲು ಕಠಿಣ ಕ್ರಮ ಅಗತ್ಯ ಎಂದು ಹೇಳಿದರು. ಸಭೆಯಲ್ಲಿ ಸಚಿವರು, ಶಾಸಕರು ಹಾಗೂ ಹಿರಿಯ ಅಧಿಕಾರಿಗಳು ಉಪಸ್ಥಿತರಿದ್ದರು.: [146, 858, 250, 936]
quote-line: ಯಾವಾಗಲೂ ನಿಮ್ಮ ಮೊದಲ: [584, 88, 658, 97]
english-daily-label: KANNADADAILY: [349, 113, 411, 121]
posted-at: Posted at patrika channal, RMS Bhavan, PSO Mysore Road Banglore-560026: [334, 14, 631, 24]
masthead: [148, 30, 552, 142]
info-mob: MOB: 9845085793/9035282296: [120, 150, 262, 160]
quote-line: ಬೆಂಗಳೂರಿನ ಎಂಡಿನ: [594, 60, 648, 69]
info-bar: [36, 146, 712, 164]
info-issue: ISSUE:193: [481, 150, 528, 160]
manager-label: ವ್ಯವಸ್ಥಾಪಕ ಸಂಪಾದಕರು : ಆರ್ ಪವಿತ್ರಾ: [451, 129, 534, 137]
left-news-box: [36, 32, 144, 142]
article-body: ಬೆಂಗಳೂರು: ರಾಜ್ಯದಲ್ಲಿ ಅನಧಿಕೃತ ಬಡಾವಣೆಗಳು ತಲೆ ಎತ್ತಿದ್ದರೆ ಅದಕ್ಕೆ ಸಂಬಂಧಪಟ್ಟ ಅಧಿಕಾರಿಗಳೇ ಜವಾಬ್ದಾರರಾಗುತ್ತಾರೆ ಎಂದು ಮುಖ್ಯಮಂತ್ರಿ ಎಚ್ಚರಿಕೆ ನೀಡಿದರು. ಸಭೆಯಲ್ಲಿ ಪ್ರಸ್ತಾಪಿಸಿದ ಅವರು ನಗರ ಯೋಜನೆ ಇಲಾಖೆ, ನಗರಾಭಿವೃದ್ಧಿ ಪ್ರಾಧಿಕಾರ ಹಾಗೂ ಗ್ರಾಮ ಪಂಚಾಯಿತಿಗಳ ಅಧಿಕಾರಿಗಳು ಸೂಕ್ತ ಕ್ರಮ ಕೈಗೊಳ್ಳಬೇಕು. ಕಾನೂನು ಬಾಹಿರವಾಗಿ ನಿರ್ಮಾಣವಾಗುವ ಬಡಾವಣೆಗಳ ಬಗ್ಗೆ ತಕ್ಷಣ ಕ್ರಮ ಜರುಗಿಸಬೇಕು ಎಂದು ಸೂಚಿಸಿದರು. ಜಿಲ್ಲಾಧಿಕಾರಿಗಳು, ತಹಶೀಲ್ದಾರರು ಹಾಗೂ ಇತರ ಅಧಿಕಾರಿಗಳು ಈ ಬಗ್ಗೆ ನಿಗಾ ವಹಿಸಬೇಕು. ನಾಗರಿಕರಿಗೆ ಮೂಲ ಸೌಕರ್ಯ ಒದಗಿಸುವುದು ಸರ್ಕಾರದ ಆದ್ಯತೆಯಾಗಿದೆ. ಅಕ್ರಮ ಬಡಾವಣೆಗಳಿಂದ ಸಾರ್ವಜನಿಕರಿಗೆ ತೊಂದರೆ ಉಂಟಾಗುತ್ತಿದ್ದು ಇದನ್ನು ತಡೆಯಲು ಕಠಿಣ ಕ್ರಮ ಅಗತ್ಯ ಎಂದು ಹೇಳಿದರು. ಸಭೆಯಲ್ಲಿ ಸಚಿವರು, ಶಾಸಕರು ಹಾಗೂ ಹಿರಿಯ ಅಧಿಕಾರಿಗಳು ಉಪಸ್ಥಿತರಿದ್ದರು. ರಾಜ್ಯದಲ್ಲಿ ಅನಧಿಕೃತ ಬಡಾವಣೆಗಳು ತಲೆ ಎತ್ತಿದ್ದರೆ ಅದಕ್ಕೆ ಸಂಬಂಧಪಟ್ಟ ಅಧಿಕಾರಿಗಳೇ ಜವಾಬ್ದಾರರಾಗುತ್ತಾರೆ ಎಂದು ಮುಖ್ಯಮಂತ್ರಿ ಎಚ್ಚರಿಕೆ ನೀಡಿದರು. ಸಭೆಯಲ್ಲಿ ಪ್ರಸ್ತಾಪಿಸಿದ ಅವರು ನಗರ ಯೋಜನೆ ಇಲಾಖೆ, ನಗರಾಭಿವೃದ್ಧಿ ಪ್ರಾಧಿಕಾರ ಹಾಗೂ ಗ್ರಾಮ ಪಂಚಾಯಿತಿಗಳ ಅಧಿಕಾರಿಗಳು ಸೂಕ್ತ ಕ್ರಮ ಕೈಗೊಳ್ಳಬೇಕು. ಕಾನೂನು ಬಾಹಿರವಾಗಿ ನಿರ್ಮಾಣವಾಗುವ ಬಡಾವಣೆಗಳ ಬಗ್ಗೆ ತಕ್ಷಣ ಕ್ರಮ ಜರುಗಿಸಬೇಕು ಎಂದು ಸೂಚಿಸಿದರು. ಜಿಲ್ಲಾಧಿಕಾರಿಗಳು, ತಹಶೀಲ್ದಾರರು ಹಾಗೂ ಇತರ ಅಧಿಕಾರಿಗಳು ಈ ಬಗ್ಗೆ ನಿಗಾ ವಹಿಸಬೇಕು. ನಾಗರಿಕರಿಗೆ ಮೂಲ ಸೌಕರ್ಯ ಒದಗಿಸುವುದು ಸರ್ಕಾರದ ಆದ್ಯತೆಯಾಗಿದೆ. ಅಕ್ರಮ ಬಡಾವಣೆಗಳಿಂದ ಸಾರ್ವಜನಿಕರಿಗೆ ತೊಂದರೆ ಉಂಟಾಗುತ್ತಿದ್ದು ಇದನ್ನು ತಡೆಯಲು ಕಠಿಣ ಕ್ರಮ ಅಗತ್ಯ ಎಂದು ಹೇಳಿದರು. ಸಭೆಯಲ್ಲಿ ಸಚಿವರು, ಶಾಸಕರು ಹಾಗೂ ಹಿರಿಯ ಅಧಿಕಾರಿಗಳು ಉಪಸ್ಥಿತರಿದ್ದರು.: [362, 192, 466, 349]
person-photo: [39, 52, 65, 86]
advisor-label: ಗೌರವ ಸಂಪಾದಕರು : ಕೆ.ಎಸ್ ಹೆಬ್ಬಾರಾಯಪ್ಪ: [166, 129, 261, 137]
left-box-text: ಬೆಂಗಳೂರು: ರಾಜ್ಯದಲ್ಲಿ ಉದ್ಯೋಗ ಸೃಷ್ಟಿ ಕಾರ್ಯಕ್ರಮಗಳ ಬಗ್ಗೆ ಚರ್ಚೆ ನಡೆಸಲು ಸಮಿತಿ ರಚನೆ ಮಾಡಲಾಗಿದೆ ಎಂದು ಮುಖ್ಯ ಕಾರ್ಯದರ್ಶಿ ತಿಳಿಸಿದರು. ಸಭೆಯಲ್ಲಿ ಎಲ್ಲಾ ಇಲಾಖೆ ಅಧಿಕಾರಿಗಳು ಭಾಗವಹಿಸಲಿದ್ದಾರೆ.: [68, 49, 139, 91]
article-body: ಬೆಂಗಳೂರು: ರಾಜ್ಯದಲ್ಲಿ ಅನಧಿಕೃತ ಬಡಾವಣೆಗಳು ತಲೆ ಎತ್ತಿದ್ದರೆ ಅದಕ್ಕೆ ಸಂಬಂಧಪಟ್ಟ ಅಧಿಕಾರಿಗಳೇ ಜವಾಬ್ದಾರರಾಗುತ್ತಾರೆ ಎಂದು ಮುಖ್ಯಮಂತ್ರಿ ಎಚ್ಚರಿಕೆ ನೀಡಿದರು. ಸಭೆಯಲ್ಲಿ ಪ್ರಸ್ತಾಪಿಸಿದ ಅವರು ನಗರ ಯೋಜನೆ ಇಲಾಖೆ, ನಗರಾಭಿವೃದ್ಧಿ ಪ್ರಾಧಿಕಾರ ಹಾಗೂ ಗ್ರಾಮ ಪಂಚಾಯಿತಿಗಳ ಅಧಿಕಾರಿಗಳು ಸೂಕ್ತ ಕ್ರಮ ಕೈಗೊಳ್ಳಬೇಕು. ಕಾನೂನು ಬಾಹಿರವಾಗಿ ನಿರ್ಮಾಣವಾಗುವ ಬಡಾವಣೆಗಳ ಬಗ್ಗೆ ತಕ್ಷಣ ಕ್ರಮ ಜರುಗಿಸಬೇಕು ಎಂದು ಸೂಚಿಸಿದರು. ಜಿಲ್ಲಾಧಿಕಾರಿಗಳು, ತಹಶೀಲ್ದಾರರು ಹಾಗೂ ಇತರ ಅಧಿಕಾರಿಗಳು ಈ ಬಗ್ಗೆ ನಿಗಾ ವಹಿಸಬೇಕು. ನಾಗರಿಕರಿಗೆ ಮೂಲ ಸೌಕರ್ಯ ಒದಗಿಸುವುದು ಸರ್ಕಾರದ ಆದ್ಯತೆಯಾಗಿದೆ. ಅಕ್ರಮ ಬಡಾವಣೆಗಳಿಂದ ಸಾರ್ವಜನಿಕರಿಗೆ ತೊಂದರೆ ಉಂಟಾಗುತ್ತಿದ್ದು ಇದನ್ನು ತಡೆಯಲು ಕಠಿಣ ಕ್ರಮ ಅಗತ್ಯ ಎಂದು ಹೇಳಿದರು. ಸಭೆಯಲ್ಲಿ ಸಚಿವರು, ಶಾಸಕರು ಹಾಗೂ ಹಿರಿಯ ಅಧಿಕಾರಿಗಳು ಉಪಸ್ಥಿತರಿದ್ದರು. ರಾಜ್ಯದಲ್ಲಿ ಅನಧಿಕೃತ ಬಡಾವಣೆಗಳು ತಲೆ ಎತ್ತಿದ್ದರೆ ಅದಕ್ಕೆ ಸಂಬಂಧಪಟ್ಟ ಅಧಿಕಾರಿಗಳೇ ಜವಾಬ್ದಾರರಾಗುತ್ತಾರೆ ಎಂದು ಮುಖ್ಯಮಂತ್ರಿ ಎಚ್ಚರಿಕೆ ನೀಡಿದರು. ಸಭೆಯಲ್ಲಿ ಪ್ರಸ್ತಾಪಿಸಿದ ಅವರು ನಗರ ಯೋಜನೆ ಇಲಾಖೆ, ನಗರಾಭಿವೃದ್ಧಿ ಪ್ರಾಧಿಕಾರ ಹಾಗೂ ಗ್ರಾಮ ಪಂಚಾಯಿತಿಗಳ ಅಧಿಕಾರಿಗಳು ಸೂಕ್ತ ಕ್ರಮ ಕೈಗೊಳ್ಳಬೇಕು. ಕಾನೂನು ಬಾಹಿರವಾಗಿ ನಿರ್ಮಾಣವಾಗುವ ಬಡಾವಣೆಗಳ ಬಗ್ಗೆ ತಕ್ಷಣ ಕ್ರಮ ಜರುಗಿಸಬೇಕು ಎಂದು ಸೂಚಿಸಿದರು. ಜಿಲ್ಲಾಧಿಕಾರಿಗಳು, ತಹಶೀಲ್ದಾರರು ಹಾಗೂ ಇತರ ಅಧಿಕಾರಿಗಳು ಈ ಬಗ್ಗೆ ನಿಗಾ ವಹಿಸಬೇಕು. ನಾಗರಿಕರಿಗೆ ಮೂಲ ಸೌಕರ್ಯ ಒದಗಿಸುವುದು ಸರ್ಕಾರದ ಆದ್ಯತೆಯಾಗಿದೆ. ಅಕ್ರಮ ಬಡಾವಣೆಗಳಿಂದ ಸಾರ್ವಜನಿಕರಿಗೆ ತೊಂದರೆ ಉಂಟಾಗುತ್ತಿದ್ದು ಇದನ್ನು ತಡೆಯಲು ಕಠಿಣ ಕ್ರಮ ಅಗತ್ಯ ಎಂದು ಹೇಳಿದರು. ಸಭೆಯಲ್ಲಿ ಸಚಿವರು, ಶಾಸಕರು ಹಾಗೂ ಹಿರಿಯ ಅಧಿಕಾರಿಗಳು ಉಪಸ್ಥಿತರಿದ್ದರು.: [38, 192, 142, 349]
article-body: ಬೆಂಗಳೂರು: ರಾಜ್ಯದಲ್ಲಿ ಅನಧಿಕೃತ ಬಡಾವಣೆಗಳು ತಲೆ ಎತ್ತಿದ್ದರೆ ಅದಕ್ಕೆ ಸಂಬಂಧಪಟ್ಟ ಅಧಿಕಾರಿಗಳೇ ಜವಾಬ್ದಾರರಾಗುತ್ತಾರೆ ಎಂದು ಮುಖ್ಯಮಂತ್ರಿ ಎಚ್ಚರಿಕೆ ನೀಡಿದರು. ಸಭೆಯಲ್ಲಿ ಪ್ರಸ್ತಾಪಿಸಿದ ಅವರು ನಗರ ಯೋಜನೆ ಇಲಾಖೆ, ನಗರಾಭಿವೃದ್ಧಿ ಪ್ರಾಧಿಕಾರ ಹಾಗೂ ಗ್ರಾಮ ಪಂಚಾಯಿತಿಗಳ ಅಧಿಕಾರಿಗಳು ಸೂಕ್ತ ಕ್ರಮ ಕೈಗೊಳ್ಳಬೇಕು. ಕಾನೂನು ಬಾಹಿರವಾಗಿ ನಿರ್ಮಾಣವಾಗುವ ಬಡಾವಣೆಗಳ ಬಗ್ಗೆ ತಕ್ಷಣ ಕ್ರಮ ಜರುಗಿಸಬೇಕು ಎಂದು ಸೂಚಿಸಿದರು. ಜಿಲ್ಲಾಧಿಕಾರಿಗಳು, ತಹಶೀಲ್ದಾರರು ಹಾಗೂ ಇತರ ಅಧಿಕಾರಿಗಳು ಈ ಬಗ್ಗೆ ನಿಗಾ ವಹಿಸಬೇಕು. ನಾಗರಿಕರಿಗೆ ಮೂಲ ಸೌಕರ್ಯ ಒದಗಿಸುವುದು ಸರ್ಕಾರದ ಆದ್ಯತೆಯಾಗಿದೆ. ಅಕ್ರಮ ಬಡಾವಣೆಗಳಿಂದ ಸಾರ್ವಜನಿಕರಿಗೆ ತೊಂದರೆ ಉಂಟಾಗುತ್ತಿದ್ದು ಇದನ್ನು ತಡೆಯಲು ಕಠಿಣ ಕ್ರಮ ಅಗತ್ಯ ಎಂದು ಹೇಳಿದರು. ಸಭೆಯಲ್ಲಿ ಸಚಿವರು, ಶಾಸಕರು ಹಾಗೂ ಹಿರಿಯ ಅಧಿಕಾರಿಗಳು ಉಪಸ್ಥಿತರಿದ್ದರು.: [38, 546, 142, 624]
registration-line: [36, 8, 727, 30]
headline-unauthorized-layouts: ಅನಧಿಕೃತ ಬಡಾವಣೆ ತಲೆ ಎತ್ತಿದರೆ ಅಧಿಕಾರಿಗಳೇ ಜವಾಬ್ದಾರಿ: [38, 170, 283, 185]
article-body: ರಾಜ್ಯದಲ್ಲಿ ಅನಧಿಕೃತ ಬಡಾವಣೆಗಳು ತಲೆ ಎತ್ತಿದ್ದರೆ ಅದಕ್ಕೆ ಸಂಬಂಧಪಟ್ಟ ಅಧಿಕಾರಿಗಳೇ ಜವಾಬ್ದಾರರಾಗುತ್ತಾರೆ ಎಂದು ಮುಖ್ಯಮಂತ್ರಿ ಎಚ್ಚರಿಕೆ ನೀಡಿದರು. ಸಭೆಯಲ್ಲಿ ಪ್ರಸ್ತಾಪಿಸಿದ ಅವರು ನಗರ ಯೋಜನೆ ಇಲಾಖೆ, ನಗರಾಭಿವೃದ್ಧಿ ಪ್ರಾಧಿಕಾರ ಹಾಗೂ ಗ್ರಾಮ ಪಂಚಾಯಿತಿಗಳ ಅಧಿಕಾರಿಗಳು ಸೂಕ್ತ ಕ್ರಮ ಕೈಗೊಳ್ಳಬೇಕು. ಕಾನೂನು ಬಾಹಿರವಾಗಿ ನಿರ್ಮಾಣವಾಗುವ ಬಡಾವಣೆಗಳ ಬಗ್ಗೆ ತಕ್ಷಣ ಕ್ರಮ ಜರುಗಿಸಬೇಕು ಎಂದು ಸೂಚಿಸಿದರು. ಜಿಲ್ಲಾಧಿಕಾರಿಗಳು, ತಹಶೀಲ್ದಾರರು ಹಾಗೂ ಇತರ ಅಧಿಕಾರಿಗಳು ಈ ಬಗ್ಗೆ ನಿಗಾ ವಹಿಸಬೇಕು. ನಾಗರಿಕರಿಗೆ ಮೂಲ ಸೌಕರ್ಯ ಒದಗಿಸುವುದು ಸರ್ಕಾರದ ಆದ್ಯತೆಯಾಗಿದೆ. ಅಕ್ರಮ ಬಡಾವಣೆಗಳಿಂದ ಸಾರ್ವಜನಿಕರಿಗೆ ತೊಂದರೆ ಉಂಟಾಗುತ್ತಿದ್ದು ಇದನ್ನು ತಡೆಯಲು ಕಠಿಣ ಕ್ರಮ ಅಗತ್ಯ ಎಂದು ಹೇಳಿದರು. ಸಭೆಯಲ್ಲಿ ಸಚಿವರು, ಶಾಸಕರು ಹಾಗೂ ಹಿರಿಯ ಅಧಿಕಾರಿಗಳು ಉಪಸ್ಥಿತರಿದ್ದರು.: [252, 546, 356, 624]
headline-water-crisis: ಬೇಸಿಗೆಗೂ ಮುನ್ನವೇ ರಾಜ್ಯದಲ್ಲಿ ನೀರಿನ ಹಾಹಾಕಾರ ಶುರು..!: [38, 762, 271, 776]
water-queue-photo: [146, 784, 250, 854]
quote-line: ದರದ ಅಭ್ಯುತಿಯಾಗಿರಿ.: [591, 102, 651, 111]
paper-name-kannada: ಬಯಲು ಸಿಂಹ: [192, 28, 508, 102]
kannada-daily-label: ಕನ್ನಡ ದಿನ ಪತ್ರಿಕೆ: [420, 108, 502, 126]
vijayendra-photo: [146, 546, 250, 622]
whatsapp-phone: 7349337989: [637, 13, 727, 26]
headline-ganiga-trust: ವಿಶ್ವ ಗಾಣಿಗ ಸಮುದಾಯ ಟ್ರಸ್ಟ್‌ಗೆ ನಿಗದಿಯಾಗಿರುವ: [38, 508, 233, 522]
info-editor: EDITOR: RAHUL H: [41, 150, 121, 160]
article-body: ರಾಜ್ಯದಲ್ಲಿ ಅನಧಿಕೃತ ಬಡಾವಣೆಗಳು ತಲೆ ಎತ್ತಿದ್ದರೆ ಅದಕ್ಕೆ ಸಂಬಂಧಪಟ್ಟ ಅಧಿಕಾರಿಗಳೇ ಜವಾಬ್ದಾರರಾಗುತ್ತಾರೆ ಎಂದು ಮುಖ್ಯಮಂತ್ರಿ ಎಚ್ಚರಿಕೆ ನೀಡಿದರು. ಸಭೆಯಲ್ಲಿ ಪ್ರಸ್ತಾಪಿಸಿದ ಅವರು ನಗರ ಯೋಜನೆ ಇಲಾಖೆ, ನಗರಾಭಿವೃದ್ಧಿ ಪ್ರಾಧಿಕಾರ ಹಾಗೂ ಗ್ರಾಮ ಪಂಚಾಯಿತಿಗಳ ಅಧಿಕಾರಿಗಳು ಸೂಕ್ತ ಕ್ರಮ ಕೈಗೊಳ್ಳಬೇಕು. ಕಾನೂನು ಬಾಹಿರವಾಗಿ ನಿರ್ಮಾಣವಾಗುವ ಬಡಾವಣೆಗಳ ಬಗ್ಗೆ ತಕ್ಷಣ ಕ್ರಮ ಜರುಗಿಸಬೇಕು ಎಂದು ಸೂಚಿಸಿದರು. ಜಿಲ್ಲಾಧಿಕಾರಿಗಳು, ತಹಶೀಲ್ದಾರರು ಹಾಗೂ ಇತರ ಅಧಿಕಾರಿಗಳು ಈ ಬಗ್ಗೆ ನಿಗಾ ವಹಿಸಬೇಕು. ನಾಗರಿಕರಿಗೆ ಮೂಲ ಸೌಕರ್ಯ ಒದಗಿಸುವುದು ಸರ್ಕಾರದ ಆದ್ಯತೆಯಾಗಿದೆ. ಅಕ್ರಮ ಬಡಾವಣೆಗಳಿಂದ ಸಾರ್ವಜನಿಕರಿಗೆ ತೊಂದರೆ ಉಂಟಾಗುತ್ತಿದ್ದು ಇದನ್ನು ತಡೆಯಲು ಕಠಿಣ ಕ್ರಮ ಅಗತ್ಯ ಎಂದು ಹೇಳಿದರು. ಸಭೆಯಲ್ಲಿ ಸಚಿವರು, ಶಾಸಕರು ಹಾಗೂ ಹಿರಿಯ ಅಧಿಕಾರಿಗಳು ಉಪಸ್ಥಿತರಿದ್ದರು. ರಾಜ್ಯದಲ್ಲಿ ಅನಧಿಕೃತ ಬಡಾವಣೆಗಳು ತಲೆ ಎತ್ತಿದ್ದರೆ ಅದಕ್ಕೆ ಸಂಬಂಧಪಟ್ಟ ಅಧಿಕಾರಿಗಳೇ ಜವಾಬ್ದಾರರಾಗುತ್ತಾರೆ ಎಂದು ಮುಖ್ಯಮಂತ್ರಿ ಎಚ್ಚರಿಕೆ ನೀಡಿದರು. ಸಭೆಯಲ್ಲಿ ಪ್ರಸ್ತಾಪಿಸಿದ ಅವರು ನಗರ ಯೋಜನೆ ಇಲಾಖೆ, ನಗರಾಭಿವೃದ್ಧಿ ಪ್ರಾಧಿಕಾರ ಹಾಗೂ ಗ್ರಾಮ ಪಂಚಾಯಿತಿಗಳ ಅಧಿಕಾರಿಗಳು ಸೂಕ್ತ ಕ್ರಮ ಕೈಗೊಳ್ಳಬೇಕು. ಕಾನೂನು ಬಾಹಿರವಾಗಿ ನಿರ್ಮಾಣವಾಗುವ ಬಡಾವಣೆಗಳ ಬಗ್ಗೆ ತಕ್ಷಣ ಕ್ರಮ ಜರುಗಿಸಬೇಕು ಎಂದು ಸೂಚಿಸಿದರು. ಜಿಲ್ಲಾಧಿಕಾರಿಗಳು, ತಹಶೀಲ್ದಾರರು ಹಾಗೂ ಇತರ ಅಧಿಕಾರಿಗಳು ಈ ಬಗ್ಗೆ ನಿಗಾ ವಹಿಸಬೇಕು. ನಾಗರಿಕರಿಗೆ ಮೂಲ ಸೌಕರ್ಯ ಒದಗಿಸುವುದು ಸರ್ಕಾರದ ಆದ್ಯತೆಯಾಗಿದೆ. ಅಕ್ರಮ ಬಡಾವಣೆಗಳಿಂದ ಸಾರ್ವಜನಿಕರಿಗೆ ತೊಂದರೆ ಉಂಟಾಗುತ್ತಿದ್ದು ಇದನ್ನು ತಡೆಯಲು ಕಠಿಣ ಕ್ರಮ ಅಗತ್ಯ ಎಂದು ಹೇಳಿದರು. ಸಭೆಯಲ್ಲಿ ಸಚಿವರು, ಶಾಸಕರು ಹಾಗೂ ಹಿರಿಯ ಅಧಿಕಾರಿಗಳು ಉಪಸ್ಥಿತರಿದ್ದರು.: [532, 874, 682, 978]
left-box-heading: ಫೆಬ್ರವರಿ 20ರಿಂದ ಜಿಲ್ಲಾಧಿಕಾರಿಗಳ ಸಮ್ಮೇಳನ ಸಿದ್ಧತೆಗಳ ಪರಿಶೀಲನೆ: [39, 34, 134, 49]
info-email[interactable]: Email : editorpublicpower@gmail.com: [261, 150, 433, 160]
advisor-row: [148, 129, 552, 138]
headline-ganiga-trust-2: ಅನುದಾನ ಬಿಡುಗಡೆ ಮಾಡುವಂತೆ ವಿಜಯೇಂದ್ರ ಆಗ್ರಹ: [38, 526, 243, 540]
newspaper-page: [32, 6, 727, 1031]
